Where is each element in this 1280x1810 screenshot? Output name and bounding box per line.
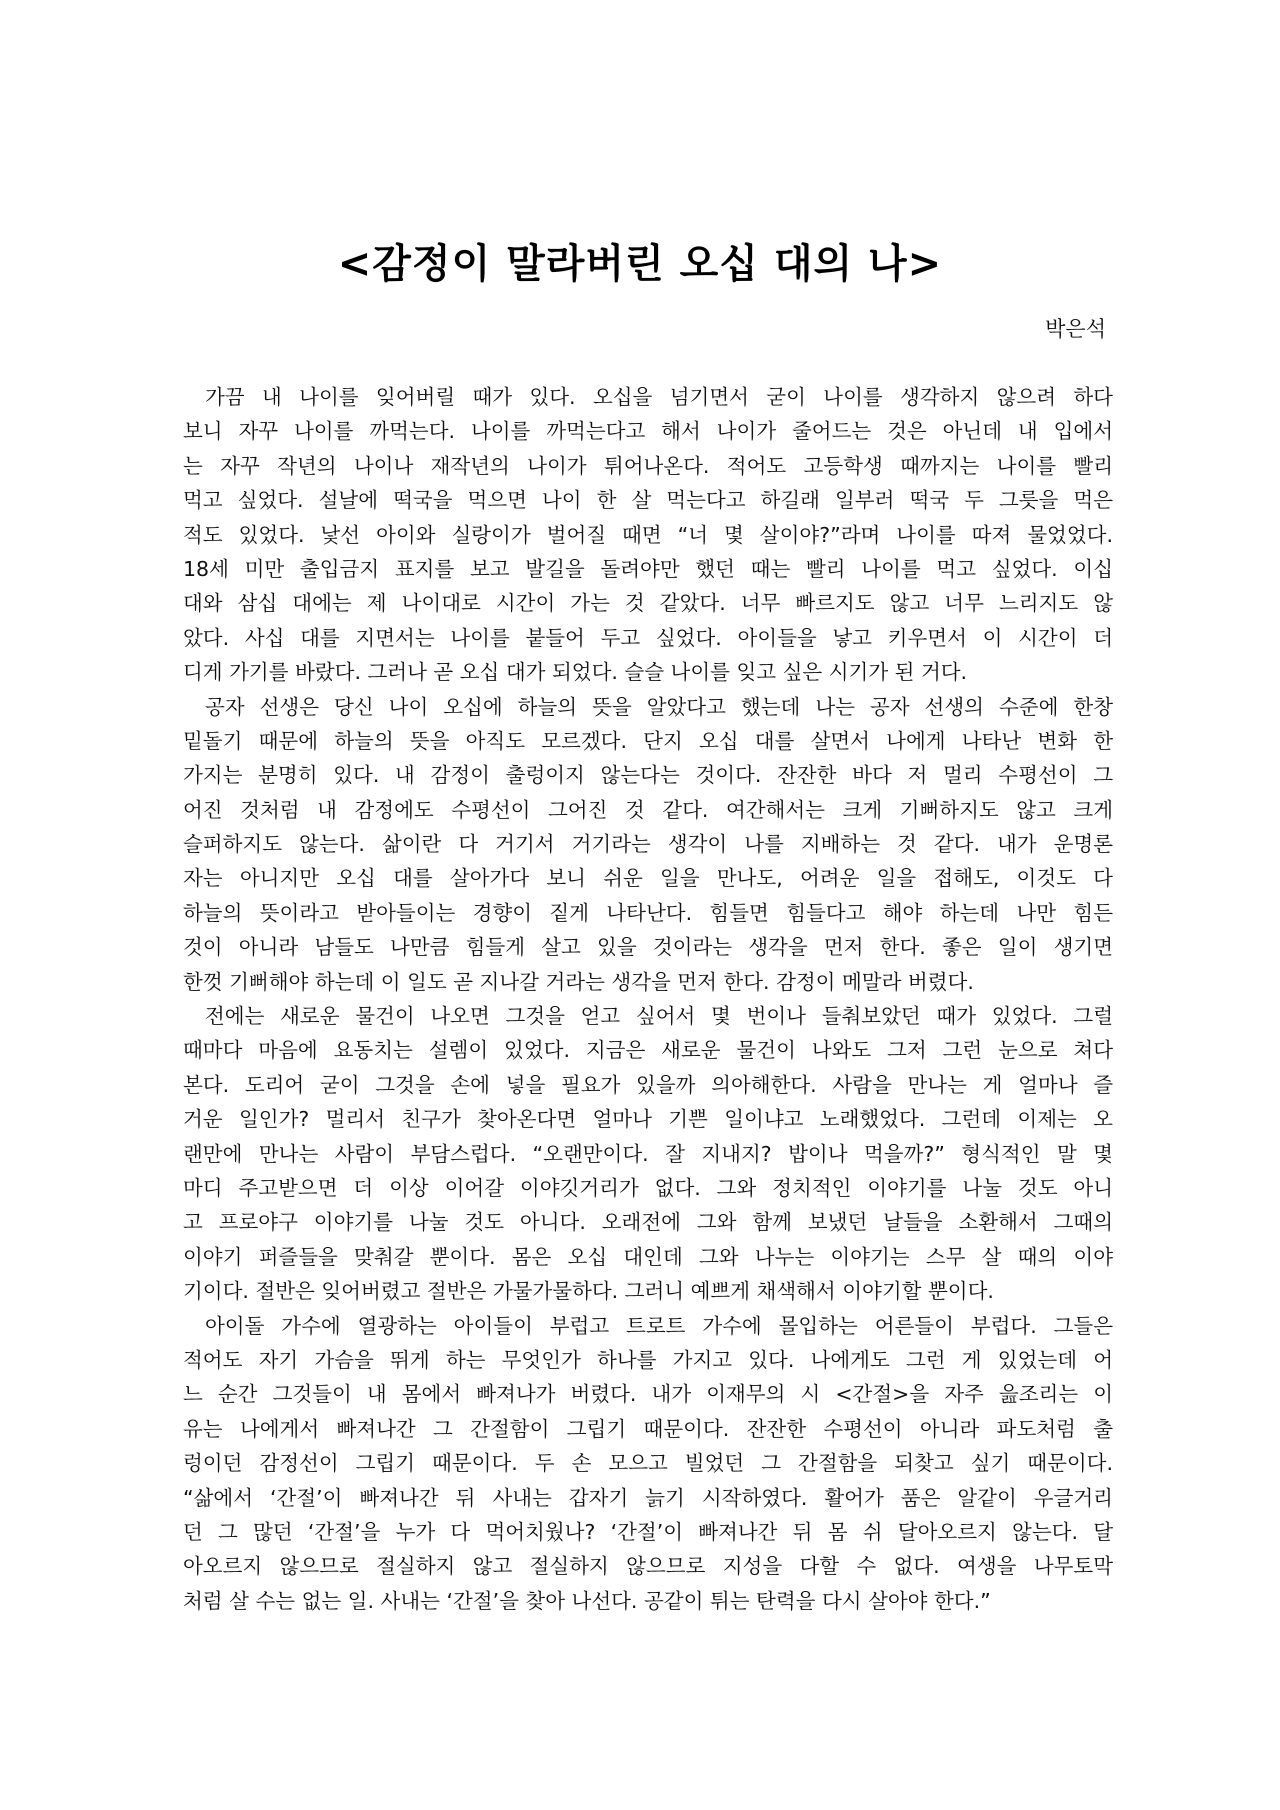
paragraph-line: 어진 것처럼 내 감정에도 수평선이 그어진 것 같다. 여간해서는 크게 기뻐하지도 않고 크게 bbox=[183, 797, 1113, 822]
paragraph-line: 자는 아니지만 오십 대를 살아가다 보니 쉬운 일을 만나도, 어려운 일을 접해도, 이것도 다 bbox=[183, 866, 1113, 891]
paragraph-line: 슬퍼하지도 않는다. 삶이란 다 거기서 거기라는 생각이 나를 지배하는 것 같다. 내가 운명론 bbox=[183, 832, 1113, 857]
paragraph-line: 18세 미만 출입금지 표지를 보고 발길을 돌려야만 했던 때는 빨리 나이를 먹고 싶었다. 이십 bbox=[183, 556, 1113, 581]
paragraph-line: 처럼 살 수는 없는 일. 사내는 ‘간절’을 찾아 나선다. 공같이 튀는 탄력을 다시 살아야 한다.” bbox=[183, 1588, 991, 1613]
paragraph-line: 적도 있었다. 낯선 아이와 실랑이가 벌어질 때면 “너 몇 살이야?”라며 나이를 따져 물었었다. bbox=[183, 522, 1113, 547]
paragraph-line: “삶에서 ‘간절’이 빠져나간 뒤 사내는 갑자기 늙기 시작하였다. 활어가 품은 알같이 우글거리 bbox=[183, 1485, 1113, 1510]
document-body bbox=[183, 380, 1113, 1618]
paragraph-line: 가끔 내 나이를 잊어버릴 때가 있다. 오십을 넘기면서 굳이 나이를 생각하지 않으려 하다 bbox=[205, 385, 1113, 409]
paragraph-line: 아이돌 가수에 열광하는 아이들이 부럽고 트로트 가수에 몰입하는 어른들이 부럽다. 그들은 bbox=[205, 1313, 1113, 1338]
paragraph-line: 랜만에 만나는 사람이 부담스럽다. “오랜만이다. 잘 지내지? 밥이나 먹을까?” 형식적인 말 몇 bbox=[183, 1141, 1113, 1166]
paragraph-line: 한껏 기뻐해야 하는데 이 일도 곧 지나갈 거라는 생각을 먼저 한다. 감정이 메말라 버렸다. bbox=[183, 969, 974, 994]
paragraph-line: 보니 자꾸 나이를 까먹는다. 나이를 까먹는다고 해서 나이가 줄어드는 것은 아닌데 내 입에서 bbox=[183, 419, 1113, 444]
paragraph-line: 디게 가기를 바랐다. 그러나 곧 오십 대가 되었다. 슬슬 나이를 잊고 싶은 시기가 된 거다. bbox=[183, 660, 968, 685]
paragraph-line: 하늘의 뜻이라고 받아들이는 경향이 짙게 나타난다. 힘들면 힘들다고 해야 하는데 나만 힘든 bbox=[183, 900, 1113, 925]
paragraph-line: 아오르지 않으므로 절실하지 않고 절실하지 않으므로 지성을 다할 수 없다. 여생을 나무토막 bbox=[183, 1554, 1113, 1579]
paragraph-line: 느 순간 그것들이 내 몸에서 빠져나가 버렸다. 내가 이재무의 시 <간절>을 자주 읊조리는 이 bbox=[183, 1382, 1113, 1407]
document-title: <감정이 말라버린 오십 대의 나> bbox=[337, 240, 943, 287]
paragraph-line: 거운 일인가? 멀리서 친구가 찾아온다면 얼마나 기쁜 일이냐고 노래했었다. 그런데 이제는 오 bbox=[183, 1107, 1113, 1132]
paragraph-line: 본다. 도리어 굳이 그것을 손에 넣을 필요가 있을까 의아해한다. 사람을 만나는 게 얼마나 즐 bbox=[183, 1072, 1113, 1097]
paragraph-line: 가지는 분명히 있다. 내 감정이 출렁이지 않는다는 것이다. 잔잔한 바다 저 멀리 수평선이 그 bbox=[183, 763, 1113, 788]
paragraph-line: 렁이던 감정선이 그립기 때문이다. 두 손 모으고 빌었던 그 간절함을 되찾고 싶기 때문이다. bbox=[183, 1451, 1113, 1476]
paragraph-line: 유는 나에게서 빠져나간 그 간절함이 그립기 때문이다. 잔잔한 수평선이 아니라 파도처럼 출 bbox=[183, 1416, 1113, 1441]
author-name: 박은석 bbox=[1045, 317, 1106, 341]
paragraph-line: 적어도 자기 가슴을 뛰게 하는 무엇인가 하나를 가지고 있다. 나에게도 그런 게 있었는데 어 bbox=[183, 1347, 1113, 1372]
paragraph bbox=[183, 1309, 1113, 1619]
paragraph-line: 이야기 퍼즐들을 맞춰갈 뿐이다. 몸은 오십 대인데 그와 나누는 이야기는 스무 살 때의 이야 bbox=[183, 1244, 1113, 1269]
paragraph-line: 것이 아니라 남들도 나만큼 힘들게 살고 있을 것이라는 생각을 먼저 한다. 좋은 일이 생기면 bbox=[183, 935, 1113, 960]
paragraph-line: 고 프로야구 이야기를 나눌 것도 아니다. 오래전에 그와 함께 보냈던 날들을 소환해서 그때의 bbox=[183, 1210, 1113, 1235]
paragraph-line: 기이다. 절반은 잊어버렸고 절반은 가물가물하다. 그러니 예쁘게 채색해서 이야기할 뿐이다. bbox=[183, 1279, 994, 1304]
paragraph bbox=[183, 380, 1113, 690]
paragraph-line: 밑돌기 때문에 하늘의 뜻을 아직도 모르겠다. 단지 오십 대를 살면서 나에게 나타난 변화 한 bbox=[183, 728, 1113, 753]
paragraph-line: 았다. 사십 대를 지면서는 나이를 붙들어 두고 싶었다. 아이들을 낳고 키우면서 이 시간이 더 bbox=[183, 625, 1113, 650]
paragraph-line: 때마다 마음에 요동치는 설렘이 있었다. 지금은 새로운 물건이 나와도 그저 그런 눈으로 쳐다 bbox=[183, 1038, 1113, 1063]
paragraph-line: 먹고 싶었다. 설날에 떡국을 먹으면 나이 한 살 먹는다고 하길래 일부러 떡국 두 그릇을 먹은 bbox=[183, 488, 1113, 513]
paragraph-line: 는 자꾸 작년의 나이나 재작년의 나이가 튀어나온다. 적어도 고등학생 때까지는 나이를 빨리 bbox=[183, 453, 1113, 478]
paragraph bbox=[183, 690, 1113, 1000]
paragraph-line: 던 그 많던 ‘간절’을 누가 다 먹어치웠나? ‘간절’이 빠져나간 뒤 몸 쉬 달아오르지 않는다. 달 bbox=[183, 1519, 1113, 1544]
paragraph bbox=[183, 999, 1113, 1309]
paragraph-line: 마디 주고받으면 더 이상 이어갈 이야깃거리가 없다. 그와 정치적인 이야기를 나눌 것도 아니 bbox=[183, 1175, 1113, 1200]
paragraph-line: 전에는 새로운 물건이 나오면 그것을 얻고 싶어서 몇 번이나 들춰보았던 때가 있었다. 그럴 bbox=[205, 1004, 1113, 1029]
paragraph-line: 대와 삼십 대에는 제 나이대로 시간이 가는 것 같았다. 너무 빠르지도 않고 너무 느리지도 않 bbox=[183, 591, 1113, 616]
paragraph-line: 공자 선생은 당신 나이 오십에 하늘의 뜻을 알았다고 했는데 나는 공자 선생의 수준에 한창 bbox=[205, 694, 1113, 719]
